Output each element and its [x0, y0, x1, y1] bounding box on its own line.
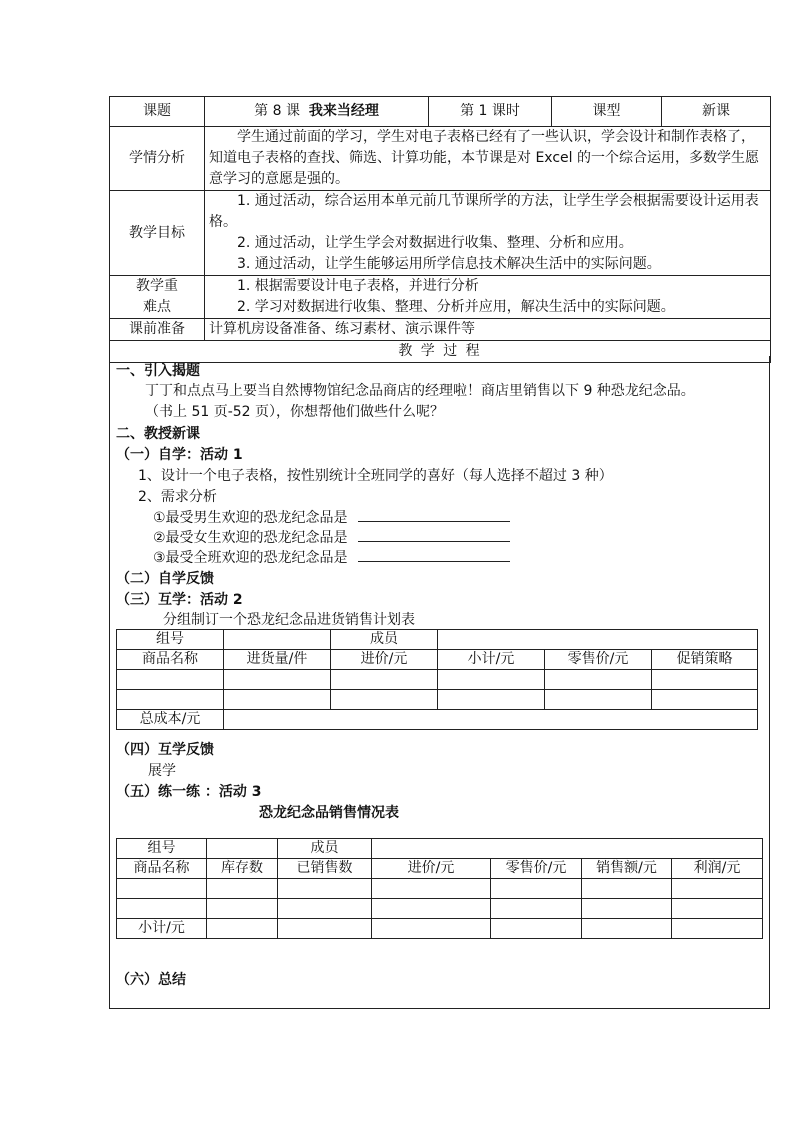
table-cell[interactable] — [672, 919, 763, 939]
subtotal-label: 小计/元 — [117, 919, 207, 939]
lesson-period: 第 1 课时 — [429, 97, 552, 127]
table-cell[interactable] — [545, 670, 652, 690]
lesson-label: 课题 — [110, 97, 205, 127]
lesson-number: 第 8 课 — [254, 103, 300, 119]
table-cell[interactable] — [278, 899, 372, 919]
table-cell[interactable] — [117, 899, 207, 919]
type-value: 新课 — [662, 97, 771, 127]
table-row — [117, 690, 758, 710]
answer-blank-3[interactable] — [358, 548, 510, 562]
table-cell[interactable] — [438, 670, 545, 690]
total-cost-cell[interactable] — [224, 710, 758, 730]
answer-blank-1[interactable] — [358, 508, 510, 522]
key-point-item: 2. 学习对数据进行收集、整理、分析并应用，解决生活中的实际问题。 — [237, 299, 675, 315]
table-cell[interactable] — [278, 879, 372, 899]
question-1-text: ①最受男生欢迎的恐龙纪念品是 — [153, 510, 348, 526]
sales-status-table — [116, 838, 763, 939]
column-header: 利润/元 — [672, 859, 763, 879]
goal-item: 2. 通过活动，让学生学会对数据进行收集、整理、分析和应用。 — [237, 235, 633, 251]
column-header: 促销策略 — [652, 650, 758, 670]
question-2-text: ②最受女生欢迎的恐龙纪念品是 — [153, 530, 348, 546]
table-cell[interactable] — [117, 690, 224, 710]
table-cell[interactable] — [331, 670, 438, 690]
part3-title: （三）互学：活动 2 — [116, 592, 243, 608]
key-points-cell — [205, 276, 771, 319]
part6-title: （六）总结 — [116, 972, 186, 988]
table-row — [117, 879, 763, 899]
table-cell[interactable] — [491, 879, 582, 899]
lesson-title-cell — [205, 97, 429, 127]
part1-title: （一）自学：活动 1 — [116, 447, 243, 463]
intro-line-2: （书上 51 页-52 页），你想帮他们做些什么呢？ — [145, 404, 445, 420]
goal-item: 1. 通过活动，综合运用本单元前几节课所学的方法，让学生学会根据需要设计运用表格。 — [209, 193, 759, 230]
question-3-text: ③最受全班欢迎的恐龙纪念品是 — [153, 550, 348, 566]
question-1 — [153, 507, 510, 527]
table-cell[interactable] — [652, 670, 758, 690]
prep-label: 课前准备 — [110, 319, 205, 341]
members-value-cell[interactable] — [372, 839, 763, 859]
column-header: 销售额/元 — [582, 859, 672, 879]
table-cell[interactable] — [582, 879, 672, 899]
key-label-line2: 难点 — [143, 299, 171, 315]
table-header-row — [117, 650, 758, 670]
analysis-text: 学生通过前面的学习，学生对电子表格已经有了一些认识，学会设计和制作表格了，知道电子表格的查找、筛选、计算功能，本节课是对 Excel 的一个综合运用，多数学生愿意学习的意愿是强的。 — [205, 127, 771, 191]
part4-desc: 展学 — [148, 763, 176, 779]
table-cell[interactable] — [438, 690, 545, 710]
table-cell[interactable] — [331, 690, 438, 710]
table-row — [117, 899, 763, 919]
sales-table-title: 恐龙纪念品销售情况表 — [259, 805, 399, 821]
answer-blank-2[interactable] — [358, 528, 510, 542]
part2-title: （二）自学反馈 — [116, 571, 214, 587]
analysis-label: 学情分析 — [110, 127, 205, 191]
table-cell[interactable] — [372, 919, 491, 939]
question-2 — [153, 527, 510, 547]
column-header: 进价/元 — [372, 859, 491, 879]
intro-line-1: 丁丁和点点马上要当自然博物馆纪念品商店的经理啦！商店里销售以下 9 种恐龙纪念品。 — [145, 383, 695, 399]
column-header: 商品名称 — [117, 859, 207, 879]
column-header: 进货量/件 — [224, 650, 331, 670]
table-cell[interactable] — [207, 879, 278, 899]
table-cell[interactable] — [491, 919, 582, 939]
members-value-cell[interactable] — [438, 630, 758, 650]
column-header: 零售价/元 — [545, 650, 652, 670]
section-intro-title: 一、引入揭题 — [116, 363, 200, 379]
part3-desc: 分组制订一个恐龙纪念品进货销售计划表 — [163, 612, 415, 628]
group-value-cell[interactable] — [224, 630, 331, 650]
total-cost-label: 总成本/元 — [117, 710, 224, 730]
part4-title: （四）互学反馈 — [116, 742, 214, 758]
section-new-lesson-title: 二、教授新课 — [116, 426, 200, 442]
table-row — [117, 670, 758, 690]
column-header: 小计/元 — [438, 650, 545, 670]
part1-item1: 1、设计一个电子表格，按性别统计全班同学的喜好（每人选择不超过 3 种） — [138, 468, 613, 484]
column-header: 零售价/元 — [491, 859, 582, 879]
table-cell[interactable] — [207, 919, 278, 939]
table-cell[interactable] — [545, 690, 652, 710]
column-header: 商品名称 — [117, 650, 224, 670]
lesson-header-table — [109, 96, 771, 363]
group-label: 组号 — [117, 839, 207, 859]
table-cell[interactable] — [117, 879, 207, 899]
process-title: 教 学 过 程 — [110, 341, 771, 363]
key-label-line1: 教学重 — [136, 278, 178, 294]
table-cell[interactable] — [672, 879, 763, 899]
column-header: 已销售数 — [278, 859, 372, 879]
column-header: 进价/元 — [331, 650, 438, 670]
table-header-row — [117, 859, 763, 879]
table-cell[interactable] — [224, 690, 331, 710]
column-header: 库存数 — [207, 859, 278, 879]
table-cell[interactable] — [278, 919, 372, 939]
table-cell[interactable] — [582, 899, 672, 919]
table-cell[interactable] — [207, 899, 278, 919]
goals-cell — [205, 191, 771, 276]
table-cell[interactable] — [652, 690, 758, 710]
table-cell[interactable] — [491, 899, 582, 919]
table-cell[interactable] — [372, 879, 491, 899]
lesson-title: 我来当经理 — [308, 103, 379, 119]
table-cell[interactable] — [582, 919, 672, 939]
type-label: 课型 — [552, 97, 662, 127]
purchase-plan-table — [116, 629, 758, 730]
table-cell[interactable] — [672, 899, 763, 919]
group-label: 组号 — [117, 630, 224, 650]
members-label: 成员 — [331, 630, 438, 650]
members-label: 成员 — [278, 839, 372, 859]
part5-title: （五）练一练 ：活动 3 — [116, 784, 262, 800]
goals-label: 教学目标 — [110, 191, 205, 276]
goal-item: 3. 通过活动，让学生能够运用所学信息技术解决生活中的实际问题。 — [237, 256, 661, 272]
table-cell[interactable] — [224, 670, 331, 690]
table-cell[interactable] — [372, 899, 491, 919]
key-point-item: 1. 根据需要设计电子表格，并进行分析 — [237, 278, 479, 294]
key-points-label — [110, 276, 205, 319]
table-cell[interactable] — [117, 670, 224, 690]
table-row — [117, 919, 763, 939]
question-3 — [153, 547, 510, 567]
group-value-cell[interactable] — [207, 839, 278, 859]
part1-item2: 2、需求分析 — [138, 489, 217, 505]
prep-text: 计算机房设备准备、练习素材、演示课件等 — [205, 319, 771, 341]
